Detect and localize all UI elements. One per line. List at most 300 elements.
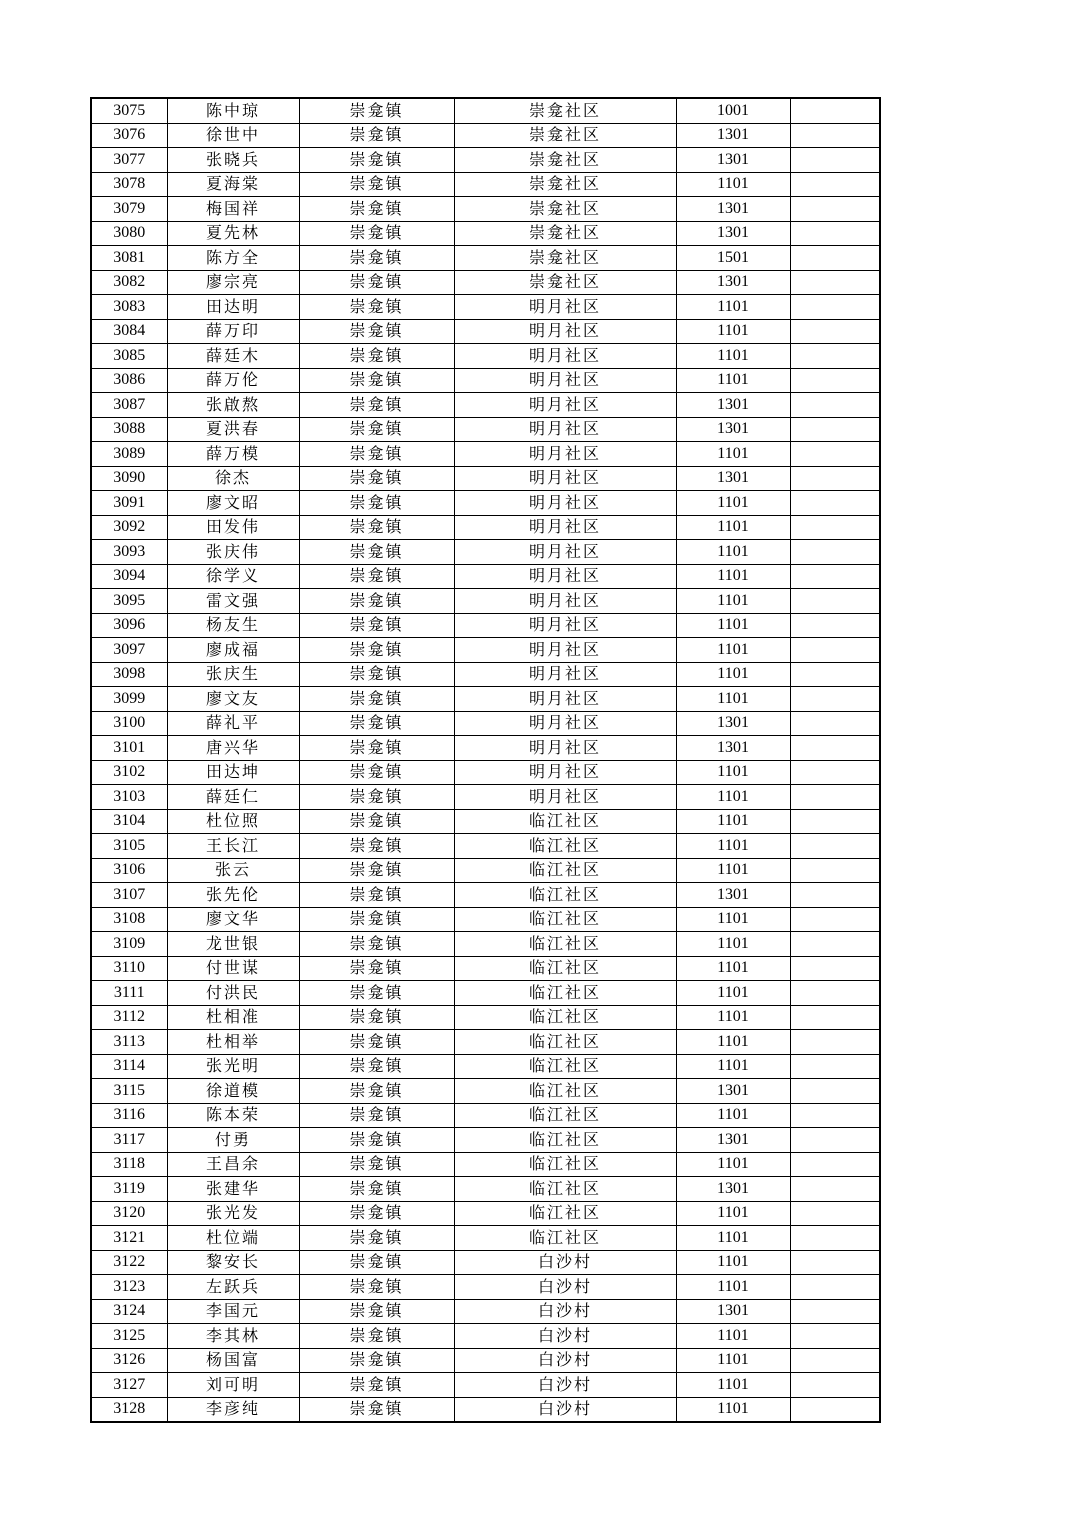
cell-person-name: 雷文强 bbox=[167, 589, 299, 614]
roster-body bbox=[91, 98, 880, 1422]
cell-community: 白沙村 bbox=[454, 1348, 676, 1373]
table-row bbox=[91, 956, 880, 981]
cell-community: 临江社区 bbox=[454, 1152, 676, 1177]
cell-town: 崇龛镇 bbox=[299, 172, 454, 197]
cell-serial-number: 3125 bbox=[91, 1324, 167, 1349]
cell-code: 1501 bbox=[676, 246, 790, 271]
cell-note bbox=[790, 1128, 880, 1153]
cell-code: 1101 bbox=[676, 564, 790, 589]
table-row bbox=[91, 1030, 880, 1055]
cell-serial-number: 3097 bbox=[91, 638, 167, 663]
cell-note bbox=[790, 711, 880, 736]
cell-note bbox=[790, 736, 880, 761]
cell-person-name: 李国元 bbox=[167, 1299, 299, 1324]
cell-note bbox=[790, 1005, 880, 1030]
cell-town: 崇龛镇 bbox=[299, 221, 454, 246]
cell-note bbox=[790, 491, 880, 516]
cell-note bbox=[790, 1054, 880, 1079]
cell-code: 1101 bbox=[676, 368, 790, 393]
cell-note bbox=[790, 1250, 880, 1275]
cell-person-name: 廖文友 bbox=[167, 687, 299, 712]
table-row bbox=[91, 1397, 880, 1422]
cell-note bbox=[790, 540, 880, 565]
cell-note bbox=[790, 270, 880, 295]
cell-town: 崇龛镇 bbox=[299, 295, 454, 320]
cell-serial-number: 3093 bbox=[91, 540, 167, 565]
table-row bbox=[91, 1054, 880, 1079]
cell-town: 崇龛镇 bbox=[299, 1348, 454, 1373]
cell-serial-number: 3083 bbox=[91, 295, 167, 320]
cell-serial-number: 3096 bbox=[91, 613, 167, 638]
table-row bbox=[91, 515, 880, 540]
table-row bbox=[91, 736, 880, 761]
cell-code: 1101 bbox=[676, 344, 790, 369]
cell-person-name: 夏海棠 bbox=[167, 172, 299, 197]
cell-community: 临江社区 bbox=[454, 981, 676, 1006]
cell-community: 临江社区 bbox=[454, 956, 676, 981]
cell-person-name: 杜位照 bbox=[167, 809, 299, 834]
cell-person-name: 张光明 bbox=[167, 1054, 299, 1079]
cell-code: 1101 bbox=[676, 589, 790, 614]
cell-serial-number: 3128 bbox=[91, 1397, 167, 1422]
cell-town: 崇龛镇 bbox=[299, 417, 454, 442]
roster-table bbox=[90, 97, 881, 1423]
cell-note bbox=[790, 834, 880, 859]
cell-note bbox=[790, 368, 880, 393]
cell-code: 1301 bbox=[676, 197, 790, 222]
cell-community: 明月社区 bbox=[454, 319, 676, 344]
cell-code: 1301 bbox=[676, 417, 790, 442]
cell-note bbox=[790, 344, 880, 369]
cell-community: 明月社区 bbox=[454, 638, 676, 663]
table-row bbox=[91, 760, 880, 785]
cell-code: 1301 bbox=[676, 736, 790, 761]
cell-code: 1101 bbox=[676, 491, 790, 516]
cell-person-name: 唐兴华 bbox=[167, 736, 299, 761]
cell-town: 崇龛镇 bbox=[299, 197, 454, 222]
table-row bbox=[91, 1128, 880, 1153]
cell-note bbox=[790, 613, 880, 638]
cell-community: 明月社区 bbox=[454, 491, 676, 516]
cell-serial-number: 3099 bbox=[91, 687, 167, 712]
cell-community: 崇龛社区 bbox=[454, 172, 676, 197]
table-row bbox=[91, 368, 880, 393]
cell-person-name: 杜相准 bbox=[167, 1005, 299, 1030]
cell-code: 1101 bbox=[676, 1226, 790, 1251]
cell-note bbox=[790, 1324, 880, 1349]
cell-town: 崇龛镇 bbox=[299, 1030, 454, 1055]
cell-serial-number: 3113 bbox=[91, 1030, 167, 1055]
cell-note bbox=[790, 1226, 880, 1251]
cell-code: 1101 bbox=[676, 540, 790, 565]
cell-town: 崇龛镇 bbox=[299, 466, 454, 491]
cell-community: 明月社区 bbox=[454, 466, 676, 491]
cell-person-name: 田达坤 bbox=[167, 760, 299, 785]
cell-town: 崇龛镇 bbox=[299, 907, 454, 932]
cell-code: 1101 bbox=[676, 858, 790, 883]
cell-person-name: 张光发 bbox=[167, 1201, 299, 1226]
cell-person-name: 陈方全 bbox=[167, 246, 299, 271]
cell-person-name: 薛万模 bbox=[167, 442, 299, 467]
cell-serial-number: 3124 bbox=[91, 1299, 167, 1324]
cell-town: 崇龛镇 bbox=[299, 148, 454, 173]
cell-note bbox=[790, 442, 880, 467]
cell-community: 白沙村 bbox=[454, 1299, 676, 1324]
table-row bbox=[91, 589, 880, 614]
cell-code: 1301 bbox=[676, 1128, 790, 1153]
cell-note bbox=[790, 319, 880, 344]
table-row bbox=[91, 491, 880, 516]
cell-serial-number: 3115 bbox=[91, 1079, 167, 1104]
cell-community: 明月社区 bbox=[454, 760, 676, 785]
cell-town: 崇龛镇 bbox=[299, 809, 454, 834]
cell-person-name: 徐道模 bbox=[167, 1079, 299, 1104]
cell-community: 临江社区 bbox=[454, 1177, 676, 1202]
cell-note bbox=[790, 1152, 880, 1177]
cell-town: 崇龛镇 bbox=[299, 736, 454, 761]
cell-note bbox=[790, 589, 880, 614]
cell-note bbox=[790, 246, 880, 271]
cell-code: 1101 bbox=[676, 834, 790, 859]
cell-serial-number: 3111 bbox=[91, 981, 167, 1006]
cell-note bbox=[790, 662, 880, 687]
cell-code: 1101 bbox=[676, 662, 790, 687]
cell-serial-number: 3123 bbox=[91, 1275, 167, 1300]
cell-serial-number: 3102 bbox=[91, 760, 167, 785]
cell-person-name: 田发伟 bbox=[167, 515, 299, 540]
cell-code: 1101 bbox=[676, 1397, 790, 1422]
cell-serial-number: 3095 bbox=[91, 589, 167, 614]
cell-serial-number: 3106 bbox=[91, 858, 167, 883]
table-row bbox=[91, 907, 880, 932]
cell-note bbox=[790, 1103, 880, 1128]
cell-note bbox=[790, 687, 880, 712]
cell-community: 临江社区 bbox=[454, 883, 676, 908]
cell-town: 崇龛镇 bbox=[299, 981, 454, 1006]
cell-person-name: 左跃兵 bbox=[167, 1275, 299, 1300]
cell-community: 明月社区 bbox=[454, 662, 676, 687]
cell-person-name: 杜位端 bbox=[167, 1226, 299, 1251]
cell-town: 崇龛镇 bbox=[299, 319, 454, 344]
cell-code: 1301 bbox=[676, 270, 790, 295]
table-row bbox=[91, 270, 880, 295]
table-row bbox=[91, 1177, 880, 1202]
cell-note bbox=[790, 1201, 880, 1226]
cell-community: 白沙村 bbox=[454, 1373, 676, 1398]
cell-code: 1301 bbox=[676, 711, 790, 736]
table-row bbox=[91, 613, 880, 638]
cell-community: 明月社区 bbox=[454, 344, 676, 369]
cell-note bbox=[790, 785, 880, 810]
cell-town: 崇龛镇 bbox=[299, 834, 454, 859]
cell-person-name: 付勇 bbox=[167, 1128, 299, 1153]
table-row bbox=[91, 221, 880, 246]
cell-community: 明月社区 bbox=[454, 417, 676, 442]
cell-note bbox=[790, 98, 880, 123]
cell-serial-number: 3103 bbox=[91, 785, 167, 810]
roster-sheet bbox=[90, 97, 881, 1423]
cell-town: 崇龛镇 bbox=[299, 1054, 454, 1079]
cell-serial-number: 3084 bbox=[91, 319, 167, 344]
cell-code: 1301 bbox=[676, 221, 790, 246]
cell-person-name: 杨国富 bbox=[167, 1348, 299, 1373]
cell-note bbox=[790, 417, 880, 442]
cell-town: 崇龛镇 bbox=[299, 344, 454, 369]
cell-note bbox=[790, 907, 880, 932]
cell-code: 1101 bbox=[676, 1152, 790, 1177]
cell-person-name: 徐世中 bbox=[167, 123, 299, 148]
cell-community: 明月社区 bbox=[454, 564, 676, 589]
table-row bbox=[91, 1152, 880, 1177]
table-row bbox=[91, 1275, 880, 1300]
cell-town: 崇龛镇 bbox=[299, 589, 454, 614]
table-row bbox=[91, 1250, 880, 1275]
cell-town: 崇龛镇 bbox=[299, 1103, 454, 1128]
cell-code: 1101 bbox=[676, 1030, 790, 1055]
cell-town: 崇龛镇 bbox=[299, 1152, 454, 1177]
table-row bbox=[91, 662, 880, 687]
cell-serial-number: 3080 bbox=[91, 221, 167, 246]
cell-community: 明月社区 bbox=[454, 589, 676, 614]
cell-note bbox=[790, 1079, 880, 1104]
cell-person-name: 薛廷仁 bbox=[167, 785, 299, 810]
cell-person-name: 张晓兵 bbox=[167, 148, 299, 173]
cell-person-name: 夏先林 bbox=[167, 221, 299, 246]
table-row bbox=[91, 98, 880, 123]
table-row bbox=[91, 785, 880, 810]
cell-community: 白沙村 bbox=[454, 1324, 676, 1349]
cell-community: 白沙村 bbox=[454, 1397, 676, 1422]
cell-person-name: 付洪民 bbox=[167, 981, 299, 1006]
cell-serial-number: 3077 bbox=[91, 148, 167, 173]
cell-note bbox=[790, 760, 880, 785]
cell-person-name: 黎安长 bbox=[167, 1250, 299, 1275]
cell-code: 1101 bbox=[676, 1324, 790, 1349]
cell-town: 崇龛镇 bbox=[299, 368, 454, 393]
cell-serial-number: 3126 bbox=[91, 1348, 167, 1373]
cell-serial-number: 3081 bbox=[91, 246, 167, 271]
cell-serial-number: 3088 bbox=[91, 417, 167, 442]
cell-serial-number: 3121 bbox=[91, 1226, 167, 1251]
cell-person-name: 徐杰 bbox=[167, 466, 299, 491]
cell-code: 1101 bbox=[676, 956, 790, 981]
cell-community: 崇龛社区 bbox=[454, 148, 676, 173]
cell-serial-number: 3078 bbox=[91, 172, 167, 197]
cell-serial-number: 3105 bbox=[91, 834, 167, 859]
table-row bbox=[91, 687, 880, 712]
cell-town: 崇龛镇 bbox=[299, 540, 454, 565]
cell-code: 1101 bbox=[676, 907, 790, 932]
cell-note bbox=[790, 809, 880, 834]
cell-code: 1101 bbox=[676, 981, 790, 1006]
cell-note bbox=[790, 1397, 880, 1422]
cell-note bbox=[790, 1299, 880, 1324]
cell-town: 崇龛镇 bbox=[299, 687, 454, 712]
cell-town: 崇龛镇 bbox=[299, 1250, 454, 1275]
cell-community: 临江社区 bbox=[454, 1054, 676, 1079]
table-row bbox=[91, 466, 880, 491]
cell-town: 崇龛镇 bbox=[299, 515, 454, 540]
table-row bbox=[91, 1348, 880, 1373]
cell-code: 1101 bbox=[676, 442, 790, 467]
cell-serial-number: 3118 bbox=[91, 1152, 167, 1177]
cell-person-name: 陈中琼 bbox=[167, 98, 299, 123]
table-row bbox=[91, 1324, 880, 1349]
cell-community: 崇龛社区 bbox=[454, 197, 676, 222]
cell-code: 1101 bbox=[676, 295, 790, 320]
cell-serial-number: 3094 bbox=[91, 564, 167, 589]
cell-person-name: 薛廷木 bbox=[167, 344, 299, 369]
cell-community: 临江社区 bbox=[454, 809, 676, 834]
cell-person-name: 徐学义 bbox=[167, 564, 299, 589]
cell-note bbox=[790, 1177, 880, 1202]
cell-serial-number: 3120 bbox=[91, 1201, 167, 1226]
table-row bbox=[91, 417, 880, 442]
cell-town: 崇龛镇 bbox=[299, 858, 454, 883]
cell-code: 1101 bbox=[676, 613, 790, 638]
table-row bbox=[91, 1005, 880, 1030]
cell-community: 崇龛社区 bbox=[454, 270, 676, 295]
cell-note bbox=[790, 393, 880, 418]
cell-serial-number: 3075 bbox=[91, 98, 167, 123]
cell-town: 崇龛镇 bbox=[299, 491, 454, 516]
cell-town: 崇龛镇 bbox=[299, 1079, 454, 1104]
table-row bbox=[91, 148, 880, 173]
cell-person-name: 廖宗亮 bbox=[167, 270, 299, 295]
cell-community: 明月社区 bbox=[454, 442, 676, 467]
cell-serial-number: 3116 bbox=[91, 1103, 167, 1128]
cell-serial-number: 3079 bbox=[91, 197, 167, 222]
cell-person-name: 王长江 bbox=[167, 834, 299, 859]
cell-community: 白沙村 bbox=[454, 1275, 676, 1300]
cell-note bbox=[790, 197, 880, 222]
cell-community: 临江社区 bbox=[454, 1030, 676, 1055]
cell-community: 明月社区 bbox=[454, 393, 676, 418]
cell-community: 明月社区 bbox=[454, 368, 676, 393]
cell-community: 明月社区 bbox=[454, 711, 676, 736]
cell-note bbox=[790, 638, 880, 663]
table-row bbox=[91, 172, 880, 197]
cell-code: 1101 bbox=[676, 785, 790, 810]
cell-note bbox=[790, 858, 880, 883]
cell-code: 1101 bbox=[676, 172, 790, 197]
cell-code: 1301 bbox=[676, 1079, 790, 1104]
cell-code: 1101 bbox=[676, 515, 790, 540]
cell-town: 崇龛镇 bbox=[299, 246, 454, 271]
cell-person-name: 陈本荣 bbox=[167, 1103, 299, 1128]
cell-community: 明月社区 bbox=[454, 736, 676, 761]
cell-community: 明月社区 bbox=[454, 613, 676, 638]
table-row bbox=[91, 246, 880, 271]
cell-code: 1101 bbox=[676, 809, 790, 834]
cell-person-name: 薛万印 bbox=[167, 319, 299, 344]
cell-note bbox=[790, 564, 880, 589]
cell-person-name: 王昌余 bbox=[167, 1152, 299, 1177]
cell-town: 崇龛镇 bbox=[299, 956, 454, 981]
cell-serial-number: 3082 bbox=[91, 270, 167, 295]
table-row bbox=[91, 393, 880, 418]
cell-community: 明月社区 bbox=[454, 515, 676, 540]
cell-code: 1101 bbox=[676, 760, 790, 785]
cell-person-name: 张啟熬 bbox=[167, 393, 299, 418]
cell-community: 明月社区 bbox=[454, 540, 676, 565]
cell-town: 崇龛镇 bbox=[299, 1201, 454, 1226]
cell-serial-number: 3127 bbox=[91, 1373, 167, 1398]
cell-code: 1101 bbox=[676, 932, 790, 957]
cell-note bbox=[790, 172, 880, 197]
cell-serial-number: 3119 bbox=[91, 1177, 167, 1202]
cell-person-name: 薛万伦 bbox=[167, 368, 299, 393]
table-row bbox=[91, 295, 880, 320]
table-row bbox=[91, 442, 880, 467]
cell-serial-number: 3122 bbox=[91, 1250, 167, 1275]
table-row bbox=[91, 1201, 880, 1226]
cell-town: 崇龛镇 bbox=[299, 1275, 454, 1300]
cell-person-name: 张庆伟 bbox=[167, 540, 299, 565]
cell-town: 崇龛镇 bbox=[299, 760, 454, 785]
cell-community: 临江社区 bbox=[454, 907, 676, 932]
cell-serial-number: 3101 bbox=[91, 736, 167, 761]
cell-code: 1301 bbox=[676, 466, 790, 491]
cell-town: 崇龛镇 bbox=[299, 638, 454, 663]
cell-community: 明月社区 bbox=[454, 785, 676, 810]
cell-code: 1101 bbox=[676, 1275, 790, 1300]
table-row bbox=[91, 1079, 880, 1104]
cell-town: 崇龛镇 bbox=[299, 932, 454, 957]
cell-note bbox=[790, 883, 880, 908]
cell-community: 明月社区 bbox=[454, 687, 676, 712]
cell-serial-number: 3110 bbox=[91, 956, 167, 981]
cell-town: 崇龛镇 bbox=[299, 1397, 454, 1422]
cell-community: 临江社区 bbox=[454, 1079, 676, 1104]
cell-town: 崇龛镇 bbox=[299, 1226, 454, 1251]
cell-note bbox=[790, 515, 880, 540]
table-row bbox=[91, 711, 880, 736]
cell-code: 1101 bbox=[676, 638, 790, 663]
cell-person-name: 廖成福 bbox=[167, 638, 299, 663]
cell-community: 临江社区 bbox=[454, 1103, 676, 1128]
cell-town: 崇龛镇 bbox=[299, 883, 454, 908]
table-row bbox=[91, 932, 880, 957]
cell-town: 崇龛镇 bbox=[299, 613, 454, 638]
cell-town: 崇龛镇 bbox=[299, 1324, 454, 1349]
cell-note bbox=[790, 981, 880, 1006]
cell-serial-number: 3114 bbox=[91, 1054, 167, 1079]
cell-person-name: 李彦纯 bbox=[167, 1397, 299, 1422]
cell-code: 1101 bbox=[676, 1373, 790, 1398]
cell-serial-number: 3092 bbox=[91, 515, 167, 540]
cell-person-name: 廖文华 bbox=[167, 907, 299, 932]
cell-serial-number: 3117 bbox=[91, 1128, 167, 1153]
table-row bbox=[91, 809, 880, 834]
cell-town: 崇龛镇 bbox=[299, 1299, 454, 1324]
cell-town: 崇龛镇 bbox=[299, 270, 454, 295]
table-row bbox=[91, 344, 880, 369]
cell-code: 1301 bbox=[676, 1299, 790, 1324]
table-row bbox=[91, 1373, 880, 1398]
cell-town: 崇龛镇 bbox=[299, 711, 454, 736]
cell-community: 临江社区 bbox=[454, 834, 676, 859]
table-row bbox=[91, 858, 880, 883]
cell-code: 1101 bbox=[676, 319, 790, 344]
cell-note bbox=[790, 1030, 880, 1055]
cell-town: 崇龛镇 bbox=[299, 123, 454, 148]
cell-town: 崇龛镇 bbox=[299, 1005, 454, 1030]
cell-note bbox=[790, 148, 880, 173]
table-row bbox=[91, 638, 880, 663]
cell-serial-number: 3108 bbox=[91, 907, 167, 932]
cell-serial-number: 3104 bbox=[91, 809, 167, 834]
